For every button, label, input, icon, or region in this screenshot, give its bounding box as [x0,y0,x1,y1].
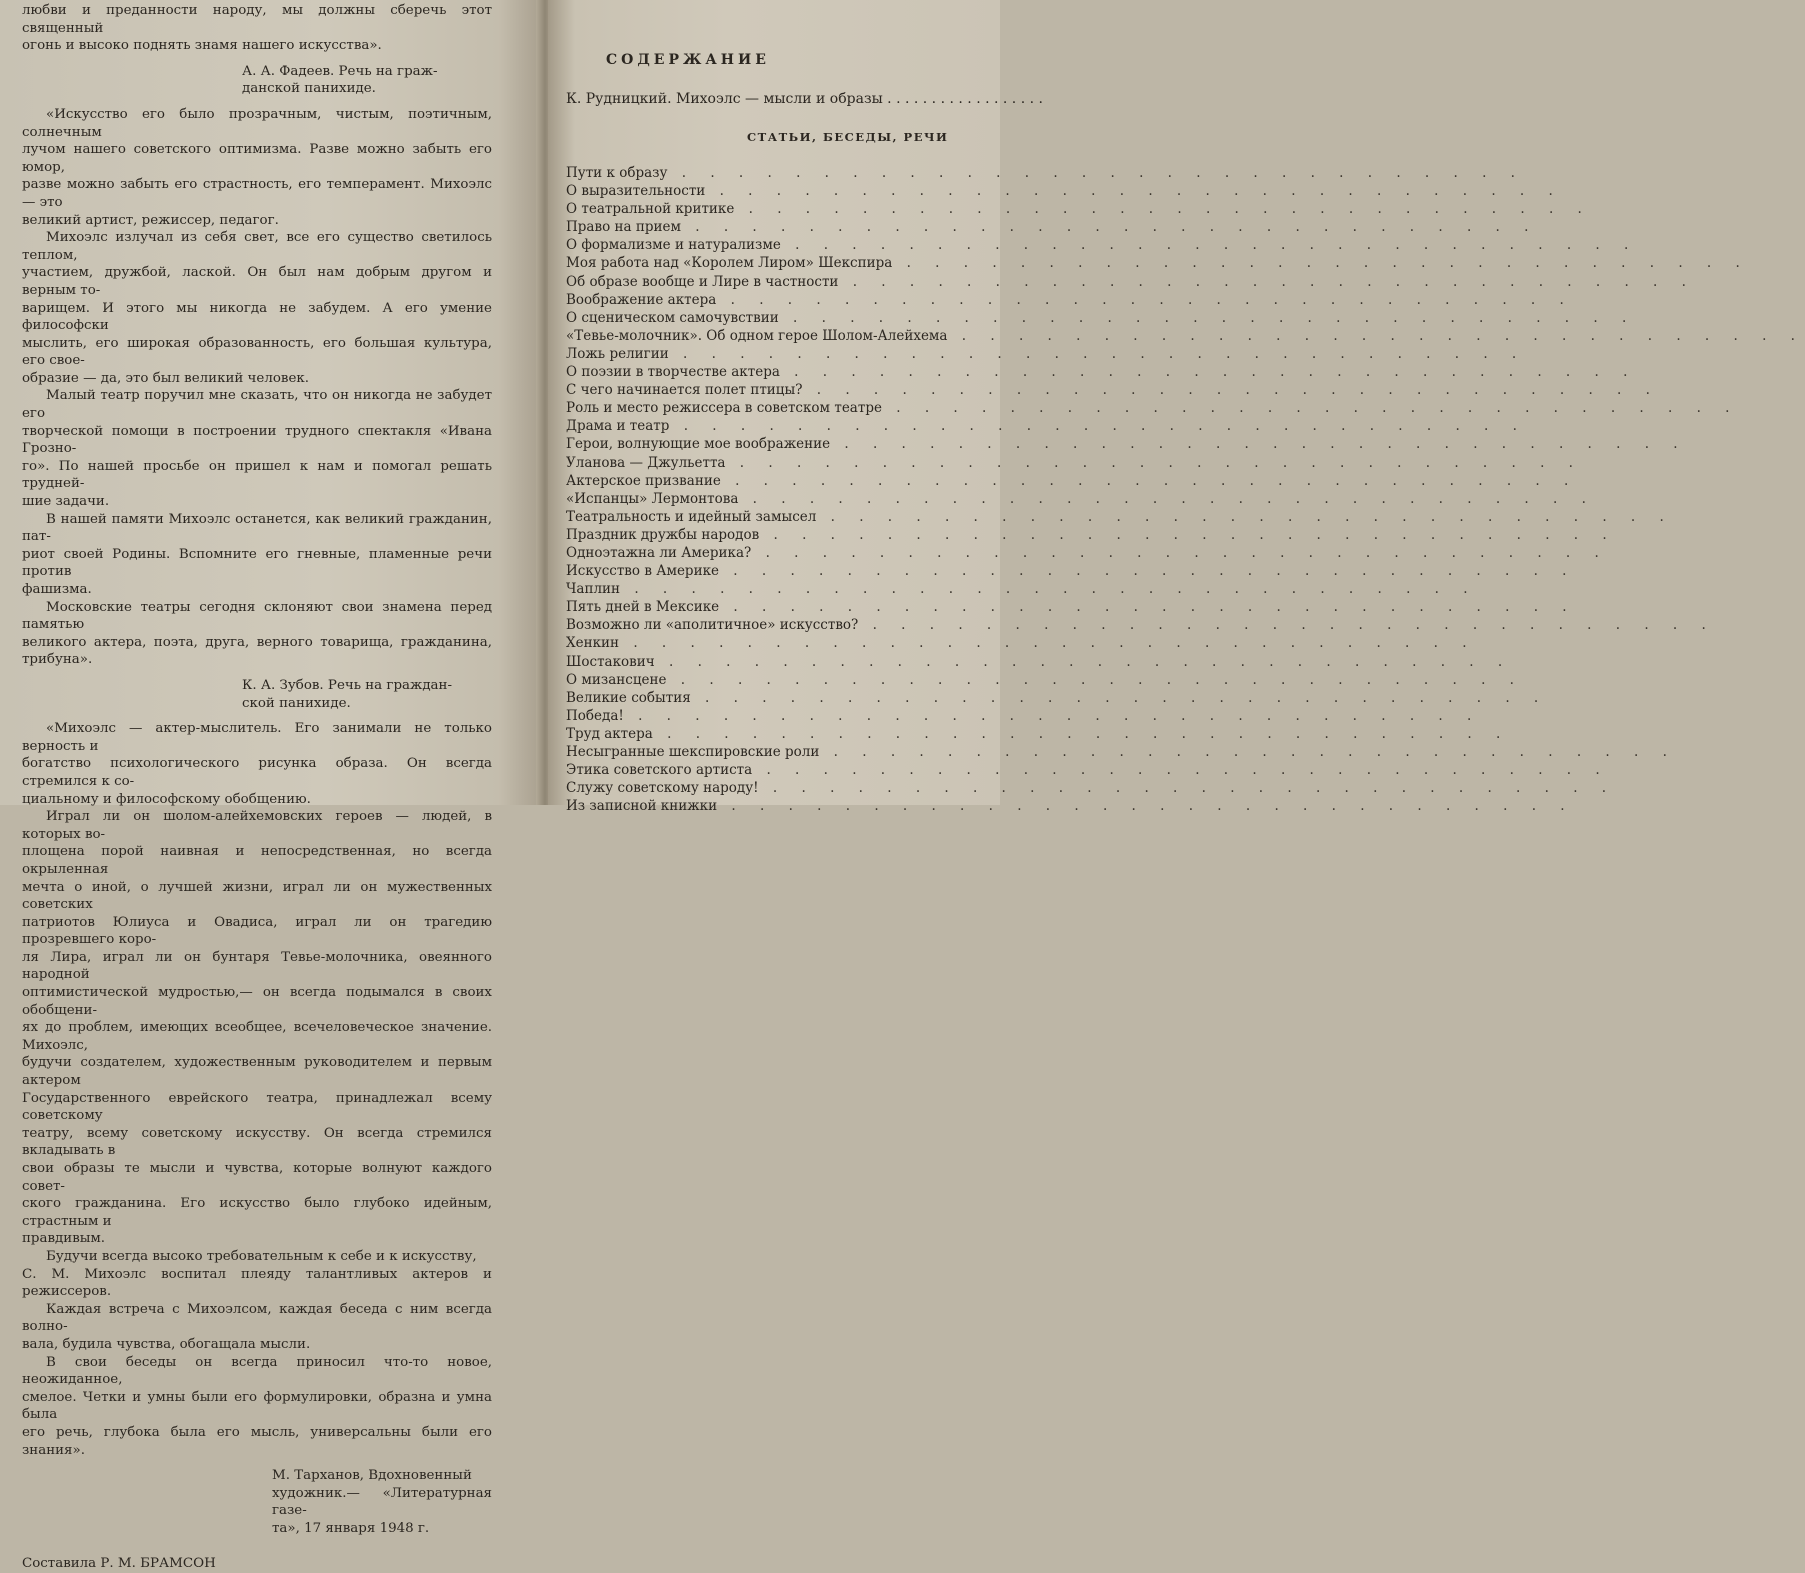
toc-entry: Победа! . . . . . . . . . . . . . . . . . . . . . . . . . . . . . . [566,707,1482,724]
toc-entry: Воображение актера . . . . . . . . . . . . . . . . . . . . . . . . . . . . . . [566,291,1574,308]
toc-entry: Этика советского артиста . . . . . . . . . . . . . . . . . . . . . . . . . . . . . . [566,762,1610,779]
text-line: В нашей памяти Михоэлс останется, как великий гражданин, пат- [22,511,492,545]
signature-line: данской панихиде. [242,81,376,97]
signature-line: художник.— «Литературная газе- [272,1485,492,1519]
text-line: образие — да, это был великий человек. [22,370,309,386]
toc-entry-label: «Тевье-молочник». Об одном герое Шолом-Алейхема [566,327,948,344]
text-line: великого актера, поэта, друга, верного товарища, гражданина, трибуна». [22,634,492,668]
text-line: правдивым. [22,1231,106,1247]
toc-entry: Несыгранные шекспировские роли . . . . . . . . . . . . . . . . . . . . . . . . . . . . . . [566,744,1677,760]
text-line: смелое. Четки и умны были его формулировки, образна и умна была [22,1389,492,1423]
text-line: Московские театры сегодня склоняют свои знамена перед памятью [22,599,492,633]
text-line: фашизма. [22,582,92,597]
text-line: В свои беседы он всегда приносил что-то новое, неожиданное, [22,1354,492,1388]
toc-entry-label: Ложь религии [566,345,669,362]
toc-entry-label: О мизансцене [566,671,667,688]
text-line: оптимистической мудростью,— он всегда подымался в своих обобщени- [22,985,492,1018]
text-line: Малый театр поручил мне сказать, что он никогда не забудет его [22,388,492,422]
toc-entry-label: Чаплин [566,581,621,598]
toc-entry-label: Пути к образу [566,165,668,181]
left-page [0,0,542,1572]
toc-entry: Шостакович . . . . . . . . . . . . . . . . . . . . . . . . . . . . . . [566,653,1513,670]
signature-line: К. А. Зубов. Речь на граждан- [242,677,452,693]
toc-entry: О мизансцене . . . . . . . . . . . . . . . . . . . . . . . . . . . . . . [566,671,1524,688]
toc-entry: Искусство в Америке . . . . . . . . . . . . . . . . . . . . . . . . . . . . . . [566,563,1577,580]
toc-entry-label: Победа! [566,707,624,724]
toc-entry: О поэзии в творчестве актера . . . . . . . . . . . . . . . . . . . . . . . . . . . . . . [566,364,1638,381]
text-line: творческой помощи в построении трудного спектакля «Ивана Грозно- [22,423,492,457]
toc-entry: Роль и место режиссера в советском театре . . . . . . . . . . . . . . . . . . . . . . . . . . . . . . [566,400,1740,417]
toc-entry-label: Актерское призвание [566,472,721,489]
toc-entry-label: О формализме и натурализме [566,237,781,254]
toc-entry: Ложь религии . . . . . . . . . . . . . . . . . . . . . . . . . . . . . . [566,345,1527,362]
toc-entry-label: Праздник дружбы народов [566,526,760,543]
text-line: «Михоэлс — актер-мыслитель. Его занимали не только верность и [22,721,492,754]
toc-entry: Театральность и идейный замысел . . . . . . . . . . . . . . . . . . . . . . . . . . . . . . [566,508,1674,525]
text-line: шие задачи. [22,494,110,510]
text-line: патриотов Юлиуса и Овадиса, играл ли он трагедию прозревшего коро- [22,914,492,948]
text-line: богатство психологического рисунка образа. Он всегда стремился к со- [22,756,492,789]
toc-entry: Актерское призвание . . . . . . . . . . . . . . . . . . . . . . . . . . . . . . [566,472,1579,489]
toc-entry: Об образе вообще и Лире в частности . . . . . . . . . . . . . . . . . . . . . . . . . . . . . . [566,273,1696,290]
signature-line: ской панихиде. [242,695,351,711]
toc-entry-label: Хенкин [566,635,620,652]
signature-line: А. А. Фадеев. Речь на граж- [242,63,438,79]
toc-list [566,164,1805,815]
text-line: С. М. Михоэлс воспитал плеяду талантливых актеров и режиссеров. [22,1266,492,1300]
left-page-text [22,2,492,1573]
toc-entry-label: Труд актера [566,725,653,742]
toc-intro-entry: К. Рудницкий. Михоэлс — мысли и образы . . . . . . . . . . . . . . . . . . [566,91,1043,107]
text-line: ского гражданина. Его искусство было глубоко идейным, страстным и [22,1196,492,1229]
toc-entry-label: Шостакович [566,653,655,670]
toc-intro-label: К. Рудницкий. Михоэлс — мысли и образы [566,91,883,107]
toc-entry-label: Об образе вообще и Лире в частности [566,273,839,290]
signature-line: Составила Р. М. БРАМСОН [22,1556,216,1572]
text-line: великий артист, режиссер, педагог. [22,212,279,228]
text-line: ля Лира, играл ли он бунтаря Тевье-молочника, овеянного народной [22,949,492,983]
toc-entry-label: Герои, волнующие мое воображение [566,436,831,453]
toc-entry: Служу советскому народу! . . . . . . . . . . . . . . . . . . . . . . . . . . . . . . [566,780,1617,797]
text-line: площена порой наивная и непосредственная, но всегда окрыленная [22,844,492,877]
text-line: Будучи всегда высоко требовательным к себе и к искусству, [46,1248,477,1264]
toc-entry-label: «Испанцы» Лермонтова [566,490,739,507]
text-line: «Искусство его было прозрачным, чистым, поэтичным, солнечным [22,106,492,140]
toc-entry: О формализме и натурализме . . . . . . . . . . . . . . . . . . . . . . . . . . . . . . [566,237,1639,254]
signature-line: та», 17 января 1948 г. [272,1520,430,1536]
toc-entry-label: О поэзии в творчестве актера [566,364,780,381]
toc-entry: Право на прием . . . . . . . . . . . . . . . . . . . . . . . . . . . . . . [566,219,1539,236]
toc-entry-label: Великие события [566,689,691,706]
toc-entry: Великие события . . . . . . . . . . . . . . . . . . . . . . . . . . . . . . [566,689,1549,706]
toc-entry-label: Воображение актера [566,291,717,308]
toc-entry: Труд актера . . . . . . . . . . . . . . . . . . . . . . . . . . . . . . [566,725,1511,742]
text-line: любви и преданности народу, мы должны сберечь этот священный [22,3,492,36]
text-line: Михоэлс излучал из себя свет, все его существо светилось теплом, [22,230,492,263]
toc-entry-label: О выразительности [566,183,706,200]
toc-entry-label: Моя работа над «Королем Лиром» Шекспира [566,255,893,272]
toc-entry: С чего начинается полет птицы? . . . . . . . . . . . . . . . . . . . . . . . . . . . . . . [566,382,1660,399]
toc-entry: «Тевье-молочник». Об одном герое Шолом-Алейхема . . . . . . . . . . . . . . . . . . . . . . . . . . . . . . [566,327,1805,344]
text-line: го». По нашей просьбе он пришел к нам и помогал решать трудней- [22,458,492,492]
contents-title: СОДЕРЖАНИЕ [606,52,770,68]
text-line: разве можно забыть его страстность, его темперамент. Михоэлс — это [22,177,492,210]
toc-entry-label: Роль и место режиссера в советском театре [566,400,882,417]
toc-entry: Возможно ли «аполитичное» искусство? . . . . . . . . . . . . . . . . . . . . . . . . . . . . . . [566,617,1716,634]
toc-entry-label: Искусство в Америке [566,563,719,580]
text-line: ях до проблем, имеющих всеобщее, всечеловеческое значение. Михоэлс, [22,1020,492,1053]
text-line: мечта о иной, о лучшей жизни, играл ли он мужественных советских [22,879,492,913]
text-line: циальному и философскому обобщению. [22,791,311,807]
toc-entry: «Испанцы» Лермонтова . . . . . . . . . . . . . . . . . . . . . . . . . . . . . . [566,490,1596,507]
toc-entry-label: С чего начинается полет птицы? [566,382,803,399]
text-line: Играл ли он шолом-алейхемовских героев — людей, в которых во- [22,809,492,842]
toc-entry: О выразительности . . . . . . . . . . . . . . . . . . . . . . . . . . . . . . [566,183,1563,200]
toc-entry-label: Уланова — Джульетта [566,454,726,471]
toc-entry: Праздник дружбы народов . . . . . . . . . . . . . . . . . . . . . . . . . . . . . . [566,526,1617,543]
text-line: свои образы те мысли и чувства, которые волнуют каждого совет- [22,1161,492,1194]
toc-section-title: СТАТЬИ, БЕСЕДЫ, РЕЧИ [747,130,949,144]
text-line: риот своей Родины. Вспомните его гневные, пламенные речи против [22,546,492,580]
toc-entry: Одноэтажна ли Америка? . . . . . . . . . . . . . . . . . . . . . . . . . . . . . . [566,544,1609,561]
toc-entry-label: Право на прием [566,219,681,236]
toc-entry-label: Служу советскому народу! [566,780,759,797]
toc-entry: Пять дней в Мексике . . . . . . . . . . . . . . . . . . . . . . . . . . . . . . [566,599,1577,616]
text-line: вала, будила чувства, обогащала мысли. [22,1336,311,1352]
toc-entry: О сценическом самочувствии . . . . . . . . . . . . . . . . . . . . . . . . . . . . . . [566,309,1637,326]
toc-entry: О театральной критике . . . . . . . . . . . . . . . . . . . . . . . . . . . . . . [566,201,1592,218]
toc-entry-label: Этика советского артиста [566,762,753,779]
toc-entry: Уланова — Джульетта . . . . . . . . . . . . . . . . . . . . . . . . . . . . . . [566,454,1583,471]
text-line: лучом нашего советского оптимизма. Разве можно забыть его юмор, [22,142,492,175]
toc-entry: Чаплин . . . . . . . . . . . . . . . . . . . . . . . . . . . . . . [566,581,1478,598]
toc-entry-label: О сценическом самочувствии [566,309,779,326]
toc-entry: Герои, волнующие мое воображение . . . . . . . . . . . . . . . . . . . . . . . . . . . . . . [566,436,1688,453]
toc-entry-label: Возможно ли «аполитичное» искусство? [566,617,859,634]
text-line: Государственного еврейского театра, принадлежал всему советскому [22,1090,492,1124]
toc-entry-label: Пять дней в Мексике [566,599,720,616]
signature-line: М. Тарханов, Вдохновенный [272,1468,472,1484]
toc-entry: Из записной книжки . . . . . . . . . . . . . . . . . . . . . . . . . . . . . . [566,798,1575,815]
toc-entry-label: Театральность и идейный замысел [566,508,817,525]
text-line: мыслить, его широкая образованность, его большая культура, его свое- [22,335,492,369]
text-line: его речь, глубока была его мысль, универсальны были его знания». [22,1424,492,1458]
toc-entry-label: Из записной книжки [566,798,718,815]
text-line: огонь и высоко поднять знамя нашего искусства». [22,38,382,54]
text-line: театру, всему советскому искусству. Он всегда стремился вкладывать в [22,1125,492,1159]
toc-entry: Моя работа над «Королем Лиром» Шекспира . . . . . . . . . . . . . . . . . . . . . . . . . . . . . . [566,255,1750,272]
toc-entry-label: Драма и театр [566,418,670,435]
text-line: будучи создателем, художественным руководителем и первым актером [22,1055,492,1089]
text-line: участием, дружбой, лаской. Он был нам добрым другом и верным то- [22,265,492,298]
toc-entry-label: Несыгранные шекспировские роли [566,744,820,760]
toc-entry-label: О театральной критике [566,201,735,218]
toc-entry-label: Одноэтажна ли Америка? [566,544,752,561]
toc-entry: Пути к образу . . . . . . . . . . . . . . . . . . . . . . . . . . . . . . [566,165,1525,181]
toc-entry: Драма и театр . . . . . . . . . . . . . . . . . . . . . . . . . . . . . . [566,418,1527,435]
text-line: варищем. И этого мы никогда не забудем. А его умение философски [22,300,492,334]
toc-entry: Хенкин . . . . . . . . . . . . . . . . . . . . . . . . . . . . . . [566,635,1477,652]
text-line: Каждая встреча с Михоэлсом, каждая беседа с ним всегда волно- [22,1301,492,1335]
